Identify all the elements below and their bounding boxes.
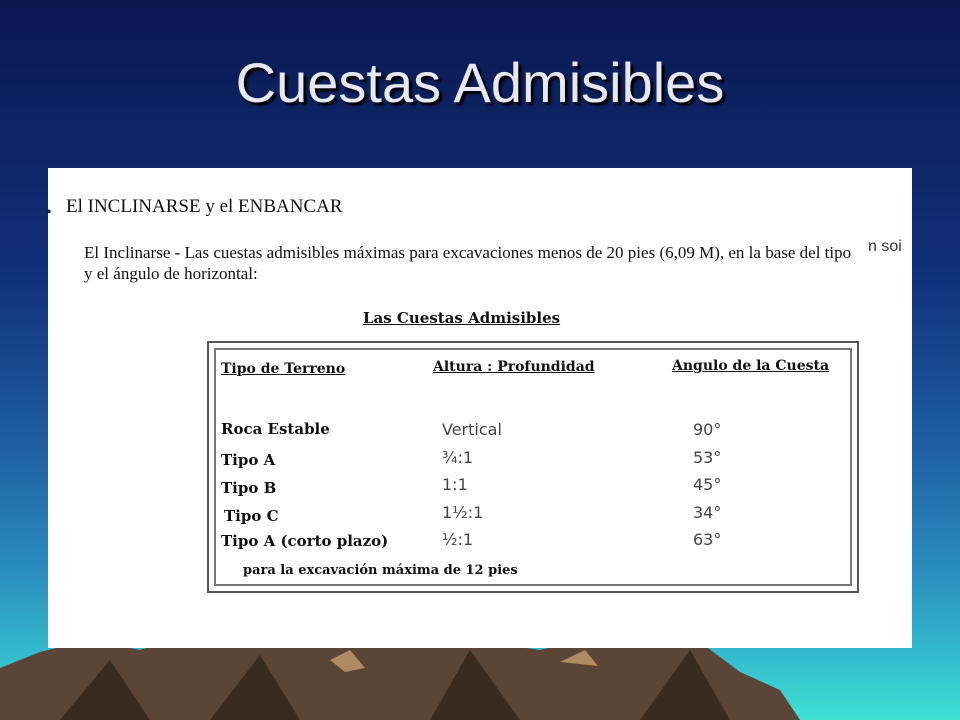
terrain-name: Tipo B [221, 479, 277, 497]
terrain-name: Tipo C [224, 507, 279, 525]
terrain-name: Tipo A [221, 451, 276, 469]
table-inner-border [214, 348, 852, 586]
slopes-table [207, 341, 859, 593]
header-slope-angle: Angulo de la Cuesta [672, 358, 830, 374]
angle-value: 63° [693, 530, 722, 549]
header-terrain-type: Tipo de Terreno [221, 361, 346, 377]
bullet: • [46, 204, 52, 221]
angle-value: 53° [693, 448, 722, 467]
table-footnote: para la excavación máxima de 12 pies [243, 563, 518, 578]
document-image [48, 168, 912, 648]
table-title: Las Cuestas Admisibles [363, 309, 561, 327]
angle-value: 45° [693, 475, 722, 494]
terrain-name-with-note [221, 532, 388, 550]
header-height-depth: Altura : Profundidad [433, 359, 595, 375]
clipped-text-fragment: n soi [868, 238, 902, 255]
section-heading: El INCLINARSE y el ENBANCAR [66, 196, 343, 217]
intro-paragraph: El Inclinarse - Las cuestas admisibles máximas para excavaciones menos de 20 pies (6,09 M), en la base del tipo y el ángulo de horizontal: [84, 243, 852, 283]
ratio-value: 1½:1 [442, 503, 484, 522]
terrain-note: (corto plazo) [280, 532, 389, 550]
terrain-name: Roca Estable [221, 420, 330, 438]
ratio-value: Vertical [442, 420, 502, 439]
angle-value: 34° [693, 503, 722, 522]
angle-value: 90° [693, 420, 722, 439]
ratio-value: ¾:1 [442, 448, 474, 467]
terrain-name: Tipo A [221, 532, 276, 550]
slide-title: Cuestas Admisibles [235, 51, 725, 114]
ratio-value: 1:1 [442, 475, 468, 494]
ratio-value: ½:1 [442, 530, 474, 549]
